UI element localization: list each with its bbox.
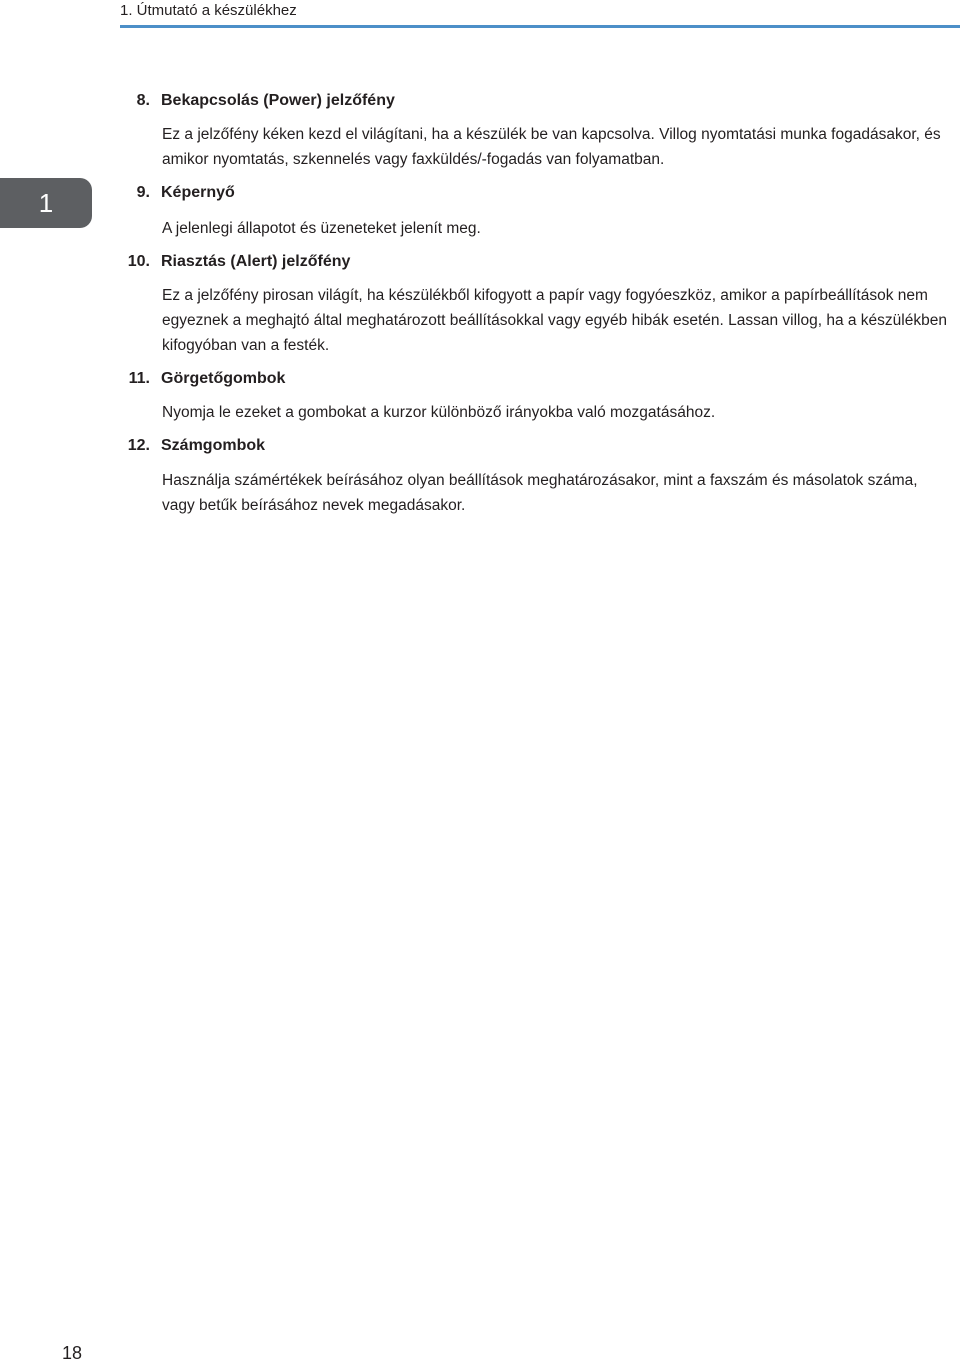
chapter-number: 1 bbox=[38, 188, 54, 218]
running-header: 1. Útmutató a készülékhez bbox=[120, 2, 297, 19]
item-title: Bekapcsolás (Power) jelzőfény bbox=[161, 92, 395, 109]
item-description: Ez a jelzőfény pirosan világít, ha készülékből kifogyott a papír vagy fogyóeszköz, amikor a papírbeállítások nem egyeznek a meghajtó által meghatározott beállításokkal vagy egyéb hibák esetén. Lassan villog, ha a készülékben kifogyóban van a festék. bbox=[162, 287, 947, 354]
item-title: Képernyő bbox=[161, 184, 235, 201]
item-number: 10. bbox=[127, 253, 150, 270]
item-description: Ez a jelzőfény kéken kezd el világítani, ha a készülék be van kapcsolva. Villog nyomtatási munka fogadásakor, és amikor nyomtatás, szkennelés vagy faxküldés/-fogadás van folyamatban. bbox=[162, 126, 941, 168]
item-number: 8. bbox=[136, 92, 150, 109]
item-title: Riasztás (Alert) jelzőfény bbox=[161, 253, 351, 270]
item-description: Nyomja le ezeket a gombokat a kurzor különböző irányokba való mozgatásához. bbox=[162, 404, 716, 421]
item-description: Használja számértékek beírásához olyan beállítások meghatározásakor, mint a faxszám és másolatok száma, vagy betűk beírásához nevek megadásakor. bbox=[162, 472, 918, 514]
item-number: 11. bbox=[128, 370, 150, 387]
item-title: Görgetőgombok bbox=[161, 370, 286, 387]
item-title: Számgombok bbox=[161, 437, 266, 454]
item-number: 9. bbox=[136, 184, 150, 201]
item-number: 12. bbox=[127, 437, 150, 454]
item-description: A jelenlegi állapotot és üzeneteket jelenít meg. bbox=[162, 220, 481, 237]
page-number: 18 bbox=[62, 1343, 83, 1363]
header-rule bbox=[120, 25, 960, 28]
